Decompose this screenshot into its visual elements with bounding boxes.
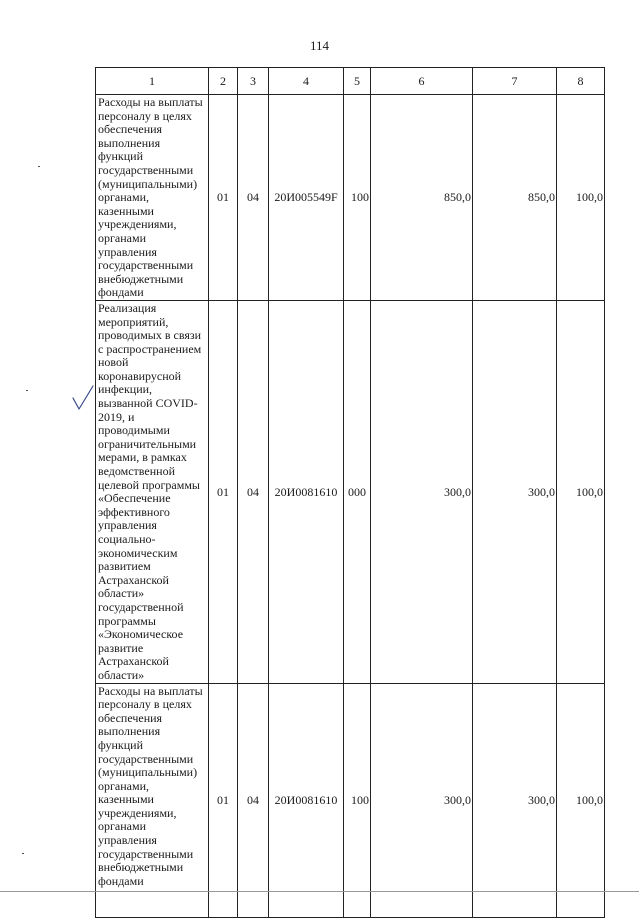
- percent-cell: 100,0: [557, 683, 605, 917]
- planned-amount-cell: 850,0: [371, 95, 473, 301]
- percent-cell: 100,0: [557, 300, 605, 683]
- description-cell: Расходы на выплаты персоналу в целях обеспечения выполнения функций государственными (муниципальными) органами, казенными учреждениями, органами управления государственными внебюджетными фондами: [96, 683, 209, 917]
- handwritten-checkmark-icon: [72, 385, 94, 411]
- header-cell: 2: [209, 68, 238, 95]
- budget-table: [95, 67, 605, 918]
- description-cell: Расходы на выплаты персоналу в целях обеспечения выполнения функций государственными (муниципальными) органами, казенными учреждениями, органами управления государственными внебюджетными фондами: [96, 95, 209, 301]
- subsection-cell: 04: [238, 300, 269, 683]
- header-cell: 5: [344, 68, 371, 95]
- section-cell: 01: [209, 95, 238, 301]
- header-cell: 4: [269, 68, 344, 95]
- header-cell: 7: [473, 68, 557, 95]
- expense-type-cell: 100: [344, 683, 371, 917]
- table-header-row: [96, 68, 605, 95]
- target-article-cell: 20И0081610: [269, 300, 344, 683]
- section-cell: 01: [209, 683, 238, 917]
- header-cell: 6: [371, 68, 473, 95]
- executed-amount-cell: 850,0: [473, 95, 557, 301]
- header-cell: 1: [96, 68, 209, 95]
- header-cell: 3: [238, 68, 269, 95]
- subsection-cell: 04: [238, 95, 269, 301]
- table-row: [96, 95, 605, 301]
- planned-amount-cell: 300,0: [371, 683, 473, 917]
- target-article-cell: 20И005549F: [269, 95, 344, 301]
- percent-cell: 100,0: [557, 95, 605, 301]
- executed-amount-cell: 300,0: [473, 683, 557, 917]
- page-number: 114: [309, 38, 330, 53]
- scan-edge-line: [0, 891, 639, 892]
- header-cell: 8: [557, 68, 605, 95]
- expense-type-cell: 100: [344, 95, 371, 301]
- scan-speck: [26, 390, 28, 391]
- table-row: [96, 683, 605, 917]
- table-row: [96, 300, 605, 683]
- scan-speck: [38, 166, 40, 167]
- executed-amount-cell: 300,0: [473, 300, 557, 683]
- expense-type-cell: 000: [344, 300, 371, 683]
- section-cell: 01: [209, 300, 238, 683]
- subsection-cell: 04: [238, 683, 269, 917]
- scan-speck: [22, 853, 24, 854]
- planned-amount-cell: 300,0: [371, 300, 473, 683]
- target-article-cell: 20И0081610: [269, 683, 344, 917]
- description-cell: Реализация мероприятий, проводимых в связи с распространением новой коронавирусной инфекции, вызванной COVID-2019, и проводимыми ограничительными мерами, в рамках ведомственной целевой программы «Обеспечение эффективного управления социально-экономическим развитием Астраханской области» государственной программы «Экономическое развитие Астраханской области»: [96, 300, 209, 683]
